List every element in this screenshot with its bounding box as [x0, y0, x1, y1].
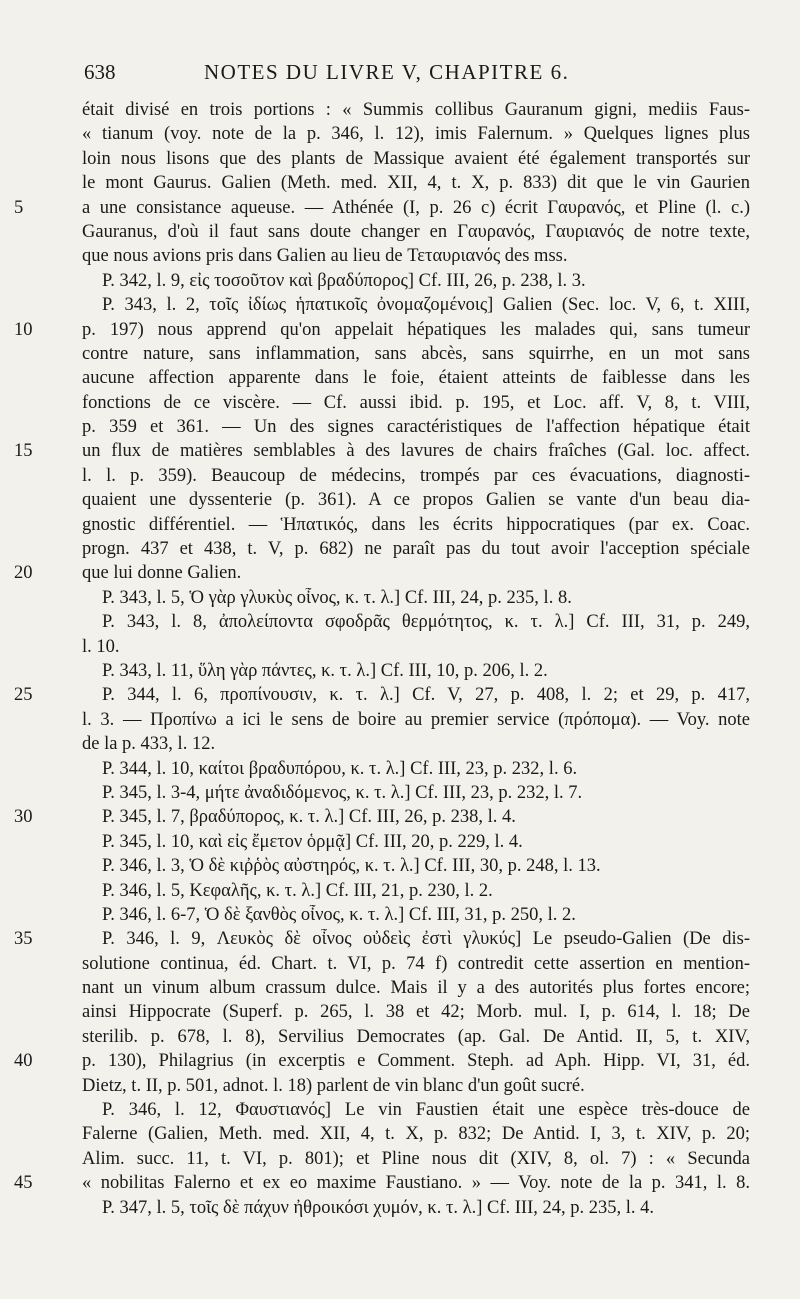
line-text: quaient une dyssenterie (p. 361). A ce propos Galien se vante d'un beau dia- — [82, 490, 750, 511]
text-line — [0, 441, 800, 465]
text-line — [0, 1027, 800, 1051]
line-text: Gauranus, d'où il faut sans doute changer en Γαυρανός, Γαυριανός de notre texte, — [82, 221, 750, 242]
line-text: p. 197) nous apprend qu'on appelait hépatiques les malades qui, sans tumeur — [82, 319, 750, 340]
line-text: P. 343, l. 5, Ὁ γὰρ γλυκὺς οἶνος, κ. τ. λ.] Cf. III, 24, p. 235, l. 8. — [102, 587, 572, 608]
text-line — [0, 1149, 800, 1173]
line-text: était divisé en trois portions : « Summis collibus Gauranum gigni, mediis Faus- — [82, 100, 750, 120]
line-text: de la p. 433, l. 12. — [82, 734, 216, 755]
line-number: 40 — [14, 1051, 33, 1072]
text-line — [0, 612, 800, 636]
text-line — [0, 368, 800, 392]
text-line — [0, 637, 800, 661]
text-line — [0, 222, 800, 246]
text-line — [0, 856, 800, 880]
text-line — [0, 295, 800, 319]
line-text: gnostic différentiel. — Ἡπατικός, dans les écrits hippocratiques (par ex. Coac. — [82, 514, 750, 535]
text-line — [0, 1076, 800, 1100]
line-text: p. 130), Philagrius (in excerptis e Comment. Steph. ad Aph. Hipp. VI, 31, éd. — [82, 1051, 750, 1072]
page-number: 638 — [84, 60, 116, 84]
line-text: Falerne (Galien, Meth. med. XII, 4, t. X, p. 832; De Antid. I, 3, t. XIV, p. 20; — [82, 1124, 750, 1145]
line-text: ainsi Hippocrate (Superf. p. 265, l. 38 et 42; Morb. mul. I, p. 614, l. 18; De — [82, 1002, 750, 1023]
text-line — [0, 100, 800, 124]
text-line — [0, 490, 800, 514]
line-text: solutione continua, éd. Chart. t. VI, p. 74 f) contredit cette assertion en mention- — [82, 953, 750, 974]
line-text: Alim. succ. 11, t. VI, p. 801); et Pline nous dit (XIV, 8, ol. 7) : « Secunda — [82, 1148, 750, 1169]
text-line — [0, 807, 800, 831]
text-line — [0, 1124, 800, 1148]
line-text: P. 345, l. 10, καὶ εἰς ἔμετον ὁρμᾷ] Cf. III, 20, p. 229, l. 4. — [102, 831, 523, 852]
running-title: NOTES DU LIVRE V, CHAPITRE 6. — [204, 60, 570, 84]
line-text: P. 347, l. 5, τοῖς δὲ πάχυν ἠθροικόσι χυμόν, κ. τ. λ.] Cf. III, 24, p. 235, l. 4. — [102, 1197, 655, 1218]
line-text: P. 343, l. 11, ὕλη γὰρ πάντες, κ. τ. λ.] Cf. III, 10, p. 206, l. 2. — [102, 660, 548, 681]
line-text: P. 342, l. 9, εἰς τοσοῦτον καὶ βραδύπορος] Cf. III, 26, p. 238, l. 3. — [102, 270, 586, 291]
text-line — [0, 783, 800, 807]
line-text: P. 343, l. 8, ἀπολείποντα σφοδρᾶς θερμότητος, κ. τ. λ.] Cf. III, 31, p. 249, — [102, 612, 750, 633]
line-text: Dietz, t. II, p. 501, adnot. l. 18) parlent de vin blanc d'un goût sucré. — [82, 1075, 585, 1096]
line-text: loin nous lisons que des plants de Massique avaient été également transportés sur — [82, 148, 750, 169]
text-line — [0, 832, 800, 856]
line-number: 30 — [14, 807, 33, 828]
text-line — [0, 320, 800, 344]
line-text: P. 345, l. 3-4, μήτε ἀναδιδόμενος, κ. τ. λ.] Cf. III, 23, p. 232, l. 7. — [102, 782, 583, 803]
line-text: P. 346, l. 5, Κεφαλῆς, κ. τ. λ.] Cf. III, 21, p. 230, l. 2. — [102, 880, 493, 901]
line-number: 25 — [14, 685, 33, 706]
text-line — [0, 246, 800, 270]
text-line — [0, 173, 800, 197]
line-text: progn. 437 et 438, t. V, p. 682) ne paraît pas du tout avoir l'acception spéciale — [82, 539, 750, 560]
text-line — [0, 344, 800, 368]
line-text: a une consistance aqueuse. — Athénée (I, p. 26 c) écrit Γαυρανός, et Pline (l. c.) — [82, 197, 750, 218]
line-text: un flux de matières semblables à des lavures de chairs fraîches (Gal. loc. affect. — [82, 441, 750, 462]
line-number: 45 — [14, 1173, 33, 1194]
text-line — [0, 881, 800, 905]
text-line — [0, 734, 800, 758]
text-line — [0, 149, 800, 173]
text-line — [0, 905, 800, 929]
text-line — [0, 539, 800, 563]
text-line — [0, 124, 800, 148]
line-text: l. l. p. 359). Beaucoup de médecins, trompés par ces évacuations, diagnosti- — [82, 465, 750, 486]
text-line — [0, 198, 800, 222]
line-text: P. 345, l. 7, βραδύπορος, κ. τ. λ.] Cf. III, 26, p. 238, l. 4. — [102, 807, 516, 828]
line-text: contre nature, sans inflammation, sans abcès, sans squirrhe, en un mot sans — [82, 343, 750, 364]
text-line — [0, 685, 800, 709]
line-text: nant un vinum album crassum dulce. Mais il y a des autorités plus fortes encore; — [82, 978, 750, 999]
line-text: l. 10. — [82, 636, 120, 657]
text-line — [0, 710, 800, 734]
text-line — [0, 661, 800, 685]
line-text: sterilib. p. 678, l. 8), Servilius Democrates (ap. Gal. De Antid. II, 5, t. XIV, — [82, 1026, 750, 1047]
text-line — [0, 417, 800, 441]
text-line — [0, 1002, 800, 1026]
text-line — [0, 929, 800, 953]
text-line — [0, 271, 800, 295]
line-text: P. 344, l. 10, καίτοι βραδυπόρου, κ. τ. λ.] Cf. III, 23, p. 232, l. 6. — [102, 758, 578, 779]
line-text: l. 3. — Προπίνω a ici le sens de boire au premier service (πρόπομα). — Voy. note — [82, 709, 750, 730]
line-text: « nobilitas Falerno et ex eo maxime Faustiano. » — Voy. note de la p. 341, l. 8. — [82, 1173, 750, 1194]
text-line — [0, 393, 800, 417]
line-number: 20 — [14, 563, 33, 584]
line-number: 10 — [14, 319, 33, 340]
line-number: 15 — [14, 441, 33, 462]
text-line — [0, 1051, 800, 1075]
text-line — [0, 466, 800, 490]
text-line — [0, 563, 800, 587]
text-line — [0, 1198, 800, 1222]
notes-body — [0, 100, 800, 1222]
line-text: P. 346, l. 6-7, Ὁ δὲ ξανθὸς οἶνος, κ. τ. λ.] Cf. III, 31, p. 250, l. 2. — [102, 904, 576, 925]
line-text: aucune affection apparente dans le foie, étaient atteints de faiblesse dans les — [82, 368, 750, 389]
line-text: que nous avions pris dans Galien au lieu de Τεταυριανός des mss. — [82, 246, 568, 267]
line-text: « tianum (voy. note de la p. 346, l. 12), imis Falernum. » Quelques lignes plus — [82, 124, 750, 145]
line-text: P. 343, l. 2, τοῖς ἰδίως ἡπατικοῖς ὀνομαζομένοις] Galien (Sec. loc. V, 6, t. XIII, — [102, 295, 750, 316]
line-text: fonctions de ce viscère. — Cf. aussi ibid. p. 195, et Loc. aff. V, 8, t. VIII, — [82, 392, 750, 413]
line-text: P. 346, l. 3, Ὁ δὲ κιῤῥὸς αὐστηρός, κ. τ. λ.] Cf. III, 30, p. 248, l. 13. — [102, 856, 601, 877]
line-text: P. 346, l. 9, Λευκὸς δὲ οἶνος οὐδεὶς ἐστὶ γλυκύς] Le pseudo-Galien (De dis- — [102, 929, 750, 950]
line-number: 35 — [14, 929, 33, 950]
text-line — [0, 759, 800, 783]
text-line — [0, 954, 800, 978]
text-line — [0, 588, 800, 612]
text-line — [0, 978, 800, 1002]
page-header — [84, 60, 764, 88]
line-number: 5 — [14, 197, 24, 218]
line-text: P. 344, l. 6, προπίνουσιν, κ. τ. λ.] Cf. V, 27, p. 408, l. 2; et 29, p. 417, — [102, 685, 750, 706]
line-text: p. 359 et 361. — Un des signes caractéristiques de l'affection hépatique était — [82, 417, 750, 438]
text-line — [0, 515, 800, 539]
text-line — [0, 1100, 800, 1124]
line-text: que lui donne Galien. — [82, 563, 242, 584]
line-text: P. 346, l. 12, Φαυστιανός] Le vin Faustien était une espèce très-douce de — [102, 1100, 750, 1121]
text-line — [0, 1173, 800, 1197]
line-text: le mont Gaurus. Galien (Meth. med. XII, 4, t. X, p. 833) dit que le vin Gaurien — [82, 173, 750, 194]
